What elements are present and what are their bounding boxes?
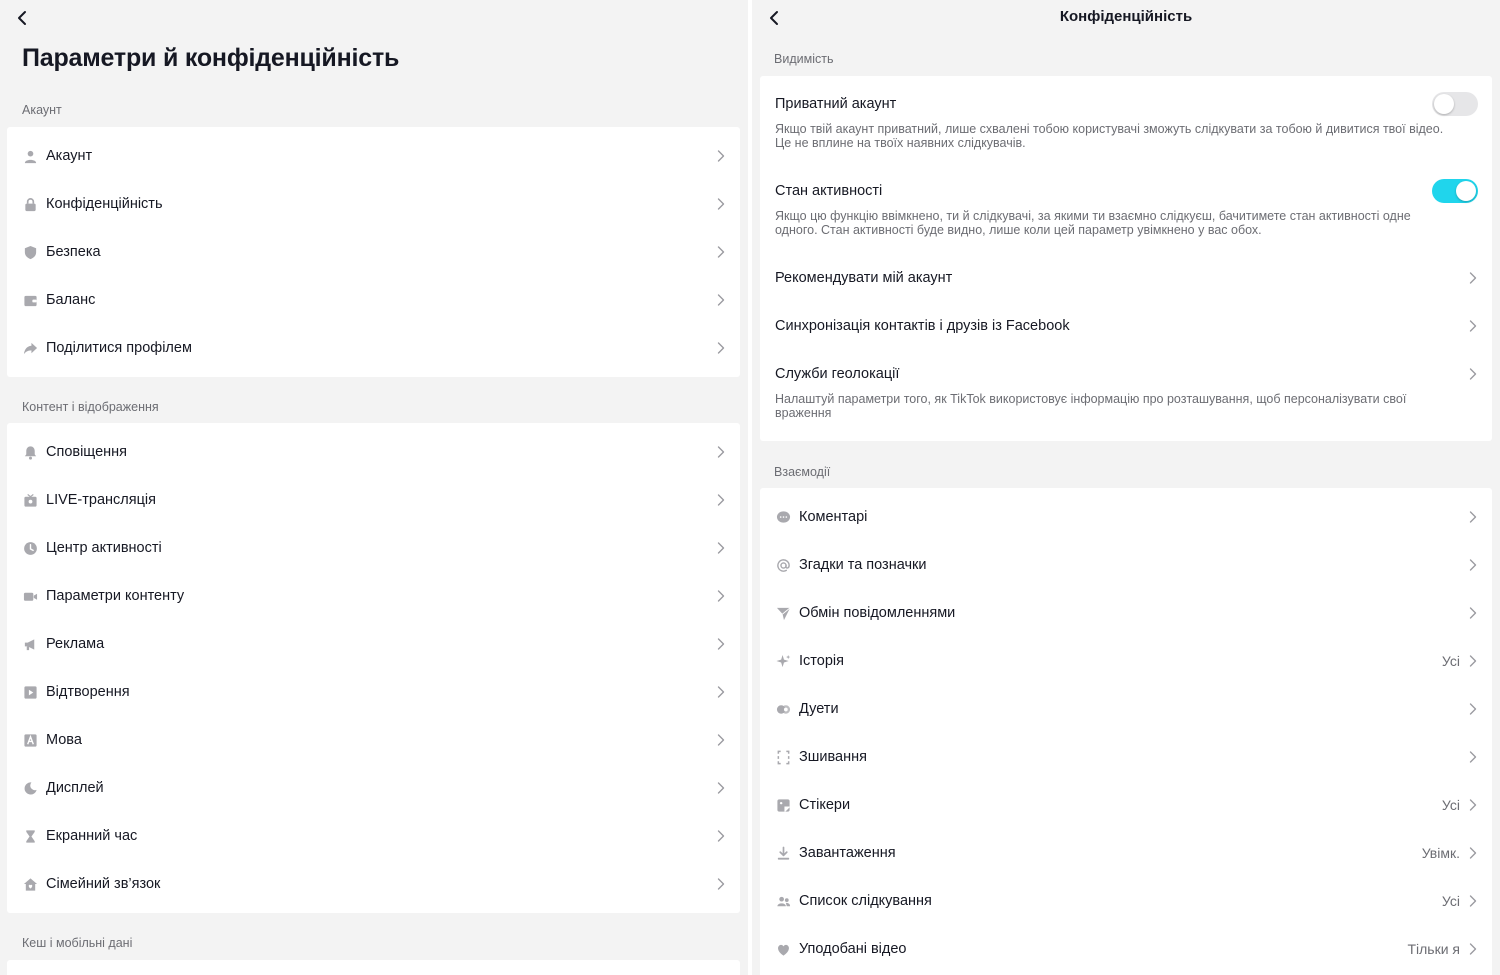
location-services-row[interactable] <box>760 361 1492 420</box>
activity-status-toggle[interactable] <box>1432 179 1478 203</box>
chevron-right-icon <box>716 493 726 507</box>
chevron-right-icon <box>1468 702 1478 716</box>
settings-item-label: Параметри контенту <box>46 588 185 604</box>
section-label-account: Акаунт <box>22 103 62 117</box>
chevron-right-icon <box>1468 846 1478 860</box>
settings-item-label: Поділитися профілем <box>46 340 192 356</box>
visibility-card <box>760 76 1492 441</box>
shield-icon <box>22 244 38 260</box>
download-icon <box>775 845 791 861</box>
chevron-right-icon <box>1468 510 1478 524</box>
settings-item-row-3[interactable] <box>7 276 740 324</box>
activity-status-setting <box>760 178 1492 265</box>
privacy-item-value: Усі <box>1441 797 1460 813</box>
language-icon <box>22 732 38 748</box>
megaphone-icon <box>22 636 38 652</box>
chevron-right-icon <box>716 541 726 555</box>
clock-icon <box>22 540 38 556</box>
privacy-item-row-4[interactable] <box>760 685 1492 733</box>
settings-item-row-9[interactable] <box>7 860 740 908</box>
chevron-right-icon <box>1468 654 1478 668</box>
settings-item-label: Дисплей <box>46 780 104 796</box>
page-title: Параметри й конфіденційність <box>22 44 400 72</box>
settings-item-label: Мова <box>46 732 82 748</box>
chevron-right-icon <box>716 149 726 163</box>
section-label-cache: Кеш і мобільні дані <box>22 936 133 950</box>
wallet-icon <box>22 292 38 308</box>
chevron-right-icon <box>716 781 726 795</box>
privacy-item-value: Усі <box>1441 653 1460 669</box>
privacy-item-label: Коментарі <box>799 509 868 525</box>
settings-item-label: Відтворення <box>46 684 130 700</box>
settings-item-label: Реклама <box>46 636 105 652</box>
section-label-visibility: Видимість <box>774 52 834 66</box>
sync-contacts-row[interactable] <box>760 313 1492 361</box>
settings-item-row-2[interactable] <box>7 524 740 572</box>
family-home-icon <box>22 876 38 892</box>
sparkle-icon <box>775 653 791 669</box>
settings-item-label: Екранний час <box>46 828 138 844</box>
settings-item-label: Центр активності <box>46 540 162 556</box>
chevron-right-icon <box>1468 750 1478 764</box>
privacy-item-label: Завантаження <box>799 845 896 861</box>
settings-item-row-0[interactable] <box>7 428 740 476</box>
suggest-account-row[interactable] <box>760 265 1492 313</box>
settings-item-row-8[interactable] <box>7 812 740 860</box>
chevron-right-icon <box>716 733 726 747</box>
share-icon <box>22 340 38 356</box>
section-label-content: Контент і відображення <box>22 400 159 414</box>
settings-item-row-3[interactable] <box>7 572 740 620</box>
suggest-account-label: Рекомендувати мій акаунт <box>775 270 953 286</box>
chevron-right-icon <box>1468 894 1478 908</box>
settings-item-row-0[interactable] <box>7 132 740 180</box>
settings-item-row-7[interactable] <box>7 764 740 812</box>
lock-icon <box>22 196 38 212</box>
live-tv-icon <box>22 492 38 508</box>
moon-icon <box>22 780 38 796</box>
content-card <box>7 423 740 913</box>
people-icon <box>775 893 791 909</box>
settings-item-row-1[interactable] <box>7 476 740 524</box>
privacy-item-label: Дуети <box>799 701 839 717</box>
account-card <box>7 127 740 377</box>
private-account-description: Якщо твій акаунт приватний, лише схвалені тобою користувачі зможуть слідкувати за тобою й дивитися твої відео. Це не вплине на твоїх наявних слідкувачів. <box>775 122 1444 150</box>
private-account-toggle[interactable] <box>1432 92 1478 116</box>
settings-item-row-2[interactable] <box>7 228 740 276</box>
settings-item-label: Сповіщення <box>46 444 128 460</box>
activity-status-label: Стан активності <box>775 183 883 199</box>
privacy-item-label: Зшивання <box>799 749 867 765</box>
chevron-right-icon <box>716 637 726 651</box>
settings-item-label: Конфіденційність <box>46 196 163 212</box>
back-button[interactable] <box>10 8 34 28</box>
settings-item-label: LIVE-трансляція <box>46 492 156 508</box>
settings-item-row-4[interactable] <box>7 324 740 372</box>
privacy-item-row-1[interactable] <box>760 541 1492 589</box>
privacy-item-label: Стікери <box>799 797 851 813</box>
privacy-item-row-7[interactable] <box>760 829 1492 877</box>
play-icon <box>22 684 38 700</box>
person-icon <box>22 148 38 164</box>
location-services-label: Служби геолокації <box>775 366 900 382</box>
privacy-item-label: Список слідкування <box>799 893 932 909</box>
settings-pane <box>0 0 748 975</box>
privacy-item-label: Обмін повідомленнями <box>799 605 956 621</box>
settings-item-label: Баланс <box>46 292 96 308</box>
privacy-item-row-2[interactable] <box>760 589 1492 637</box>
settings-item-row-4[interactable] <box>7 620 740 668</box>
section-label-interactions: Взаємодії <box>774 465 831 479</box>
privacy-item-row-5[interactable] <box>760 733 1492 781</box>
nav-title: Конфіденційність <box>1059 8 1193 25</box>
bell-icon <box>22 444 38 460</box>
chevron-right-icon <box>1468 367 1478 381</box>
settings-item-row-6[interactable] <box>7 716 740 764</box>
chevron-right-icon <box>716 245 726 259</box>
private-account-label: Приватний акаунт <box>775 96 897 112</box>
chevron-right-icon <box>716 445 726 459</box>
sync-contacts-label: Синхронізація контактів і друзів із Facebook <box>775 318 1070 334</box>
chevron-left-icon <box>14 10 30 26</box>
chevron-right-icon <box>1468 798 1478 812</box>
privacy-item-value: Тільки я <box>1407 941 1460 957</box>
privacy-item-label: Згадки та позначки <box>799 557 927 573</box>
settings-item-row-5[interactable] <box>7 668 740 716</box>
private-account-setting <box>760 91 1492 178</box>
stitch-icon <box>775 749 791 765</box>
privacy-item-label: Уподобані відео <box>799 941 907 957</box>
chevron-right-icon <box>716 589 726 603</box>
sticker-icon <box>775 797 791 813</box>
privacy-item-row-6[interactable] <box>760 781 1492 829</box>
privacy-item-row-0[interactable] <box>760 493 1492 541</box>
chevron-right-icon <box>1468 271 1478 285</box>
settings-item-row-1[interactable] <box>7 180 740 228</box>
privacy-item-value: Увімк. <box>1421 845 1460 861</box>
chevron-right-icon <box>1468 558 1478 572</box>
interactions-card <box>760 488 1492 975</box>
chevron-right-icon <box>716 685 726 699</box>
settings-item-label: Акаунт <box>46 148 93 164</box>
chevron-right-icon <box>1468 942 1478 956</box>
privacy-item-row-8[interactable] <box>760 877 1492 925</box>
send-icon <box>775 605 791 621</box>
chevron-right-icon <box>716 877 726 891</box>
cache-card <box>7 960 740 975</box>
activity-status-description: Якщо цю функцію ввімкнено, ти й слідкувачі, за якими ти взаємно слідкуєш, бачитимете стан активності одне одного. Стан активності буде видно, лише коли цей параметр увімкнено у вас обох. <box>775 209 1411 237</box>
chevron-right-icon <box>1468 319 1478 333</box>
heart-icon <box>775 941 791 957</box>
privacy-item-label: Історія <box>799 653 844 669</box>
settings-item-label: Безпека <box>46 244 101 260</box>
privacy-pane <box>752 0 1500 975</box>
chevron-right-icon <box>1468 606 1478 620</box>
comment-icon <box>775 509 791 525</box>
video-camera-icon <box>22 588 38 604</box>
chevron-right-icon <box>716 197 726 211</box>
duet-icon <box>775 701 791 717</box>
hourglass-icon <box>22 828 38 844</box>
privacy-item-row-3[interactable] <box>760 637 1492 685</box>
chevron-right-icon <box>716 293 726 307</box>
chevron-right-icon <box>716 341 726 355</box>
privacy-item-row-9[interactable] <box>760 925 1492 973</box>
chevron-right-icon <box>716 829 726 843</box>
settings-item-label: Сімейний зв’язок <box>46 876 161 892</box>
privacy-item-value: Усі <box>1441 893 1460 909</box>
location-services-description: Налаштуй параметри того, як TikTok використовує інформацію про розташування, щоб персоналізувати свої враження <box>775 392 1407 420</box>
at-sign-icon <box>775 557 791 573</box>
